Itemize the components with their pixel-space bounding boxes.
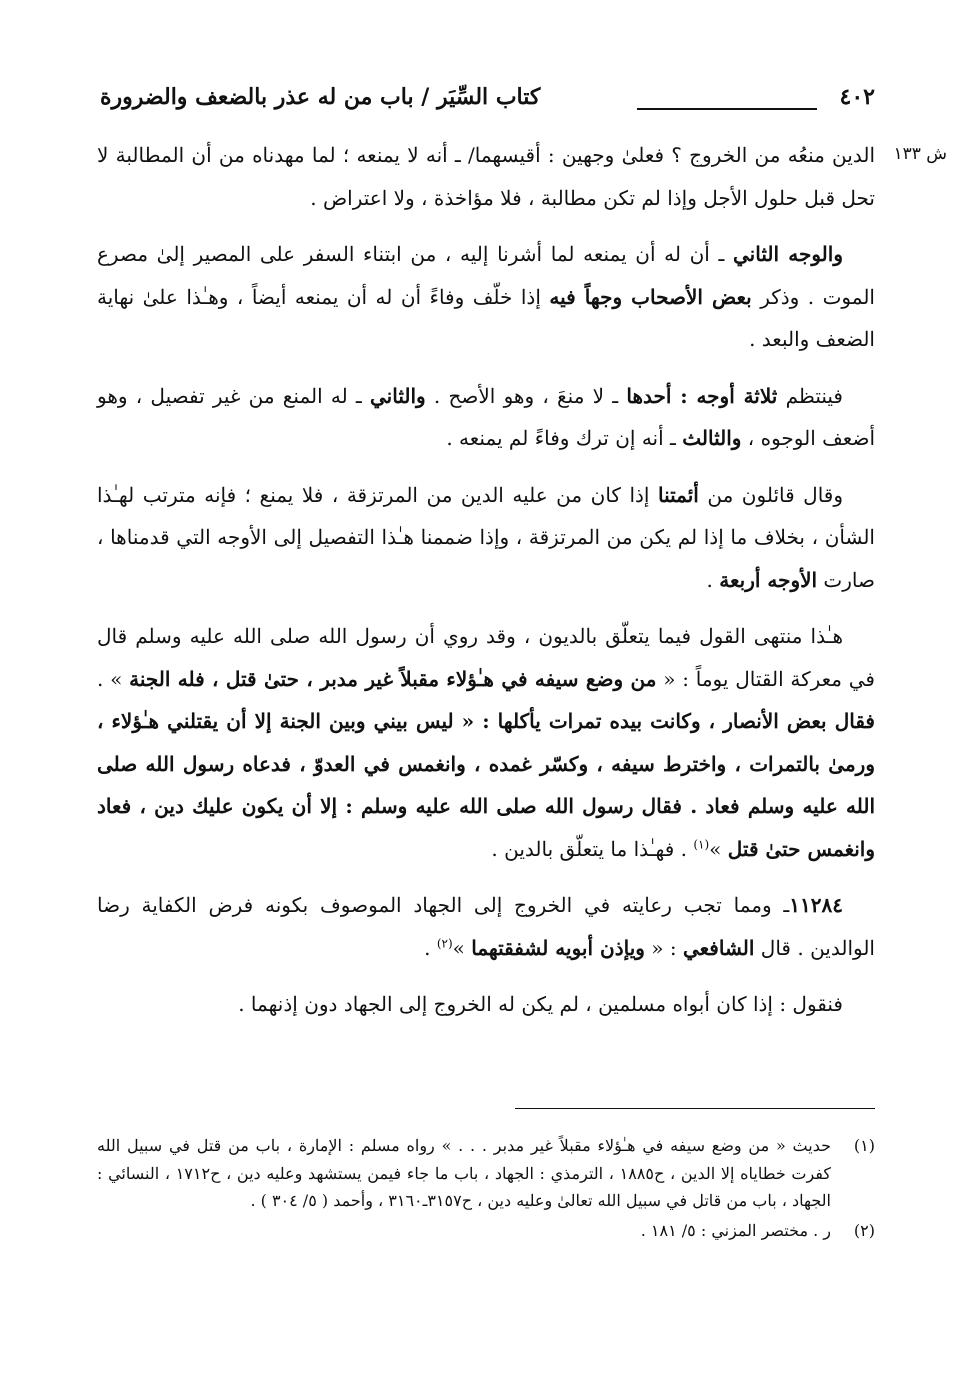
paragraph-1-text: الدين منعُه من الخروج ؟ فعلىٰ وجهين : أقيسهما/ ـ أنه لا يمنعه ؛ لما مهدناه من أن المطالبة لا تحل قبل حلول الأجل وإذا لم تكن مطالبة ، فلا مؤاخذة ، ولا اعتراض .	[97, 143, 875, 210]
text-run: . فهـٰذا ما يتعلّق بالدين .	[491, 836, 694, 861]
main-text	[97, 134, 875, 1040]
text-run: إذا كان من عليه الدين من المرتزقة ، فلا يمنع ؛ فإنه مترتب لهـٰذا الشأن ، بخلاف ما إذا لم يكن من المرتزقة ، وإذا ضممنا هـٰذا التفصيل إلى الأوجه التي قدمناها ، صارت	[97, 482, 875, 592]
quote: ويإذن أبويه لشفقتهما	[471, 935, 645, 960]
bold-term: الشافعي	[682, 935, 755, 960]
paragraph-7-text: فنقول : إذا كان أبواه مسلمين ، لم يكن له الخروج إلى الجهاد دون إذنهما .	[238, 992, 843, 1016]
paragraph-number: ١١٢٨٤	[789, 893, 843, 917]
footnote-text: ر . مختصر المزني : ٥/ ١٨١ .	[640, 1220, 831, 1240]
bold-term: بعض الأصحاب وجهاً فيه	[549, 284, 752, 309]
paragraph-1	[97, 134, 875, 219]
footnote-ref-1[interactable]: (١)	[693, 836, 710, 851]
page-number: ٤٠٢	[839, 84, 875, 110]
footnote-1	[97, 1132, 875, 1215]
paragraph-5	[97, 615, 875, 870]
footnote-separator	[515, 1108, 875, 1109]
text-run: .	[424, 935, 437, 960]
hadith-quote: من وضع سيفه في هـٰؤلاء مقبلاً غير مدبر ، حتىٰ قتل ، فله الجنة	[129, 666, 657, 691]
footnote-number: (٢)	[853, 1220, 875, 1240]
footnote-text: حديث « من وضع سيفه في هـٰؤلاء مقبلاً غير مدبر . . . » رواه مسلم : الإمارة ، باب من قتل في سبيل الله كفرت خطاياه إلا الدين ، ح١٨٨٥ ، الترمذي : الجهاد ، باب ما جاء فيمن يستشهد وعليه دين ، ح١٧١٢ ، النسائي : الجهاد ، باب من قاتل في سبيل الله تعالىٰ وعليه دين ، ح٣١٥٧ـ٣١٦٠ ، وأحمد ( ٥/ ٣٠٤ ) .	[97, 1136, 832, 1210]
bold-term: والثاني	[370, 383, 426, 408]
hadith-quote: فقال بعض الأنصار ، وكانت بيده تمرات يأكلها : « ليس بيني وبين الجنة إلا أن يقتلني هـٰؤلاء ، ورمىٰ بالتمرات ، واخترط سيفه ، وكسّر غمده ، وانغمس في العدوّ ، فدعاه رسول الله صلى الله عليه وسلم فعاد . فقال رسول الله صلى الله عليه وسلم : إلا أن يكون عليك دين ، فعاد وانغمس حتىٰ قتل	[97, 709, 875, 861]
text-run: إذا خلّف وفاءً أن له أن يمنعه أيضاً ، وهـٰذا علىٰ نهاية الضعف والبعد .	[97, 284, 875, 351]
paragraph-3	[97, 375, 875, 460]
header-rule	[637, 108, 817, 110]
text-run: ـ ومما تجب رعايته في الخروج إلى الجهاد الموصوف بكونه فرض الكفاية رضا الوالدين . قال	[97, 893, 875, 960]
text-run: »	[452, 935, 472, 960]
footnote-number: (١)	[853, 1136, 875, 1155]
text-run: ـ لا منعَ ، وهو الأصح .	[425, 383, 627, 408]
text-run: ـ أنه إن ترك وفاءً لم يمنعه .	[446, 426, 683, 450]
footnotes	[97, 1132, 875, 1246]
text-run: فينتظم	[777, 383, 843, 408]
margin-note: ش ١٣٣	[893, 144, 947, 164]
text-run: هـٰذا منتهى القول فيما يتعلّق بالديون ، وقد روي أن رسول الله صلى الله عليه وسلم قال في معركة القتال يوماً : «	[97, 624, 875, 691]
footnote-ref-2[interactable]: (٢)	[436, 935, 453, 950]
text-run: »	[709, 836, 728, 861]
text-run: ـ أن له أن يمنعه لما أشرنا إليه ، من ابتناء السفر على المصير إلىٰ مصرع الموت . وذكر	[97, 242, 875, 309]
footnote-2	[97, 1217, 875, 1245]
bold-term: والوجه الثاني	[733, 242, 843, 266]
paragraph-4	[97, 474, 875, 602]
paragraph-6	[97, 884, 875, 969]
bold-term: الأوجه أربعة	[719, 567, 818, 592]
paragraph-7	[97, 983, 875, 1026]
text-run: ـ له المنع من غير تفصيل ، وهو أضعف الوجوه ،	[97, 383, 875, 450]
text-run: .	[706, 567, 720, 592]
text-run: وقال قائلون من	[698, 482, 844, 507]
text-run: : «	[644, 935, 683, 960]
bold-term: والثالث	[682, 426, 742, 450]
running-title: كتاب السِّيَر / باب من له عذر بالضعف والضرورة	[100, 84, 541, 110]
paragraph-2	[97, 233, 875, 361]
bold-term: أئمتنا	[657, 482, 699, 507]
bold-term: ثلاثة أوجه : أحدها	[626, 383, 778, 408]
page-header	[100, 84, 875, 118]
text-run: » .	[97, 666, 130, 691]
